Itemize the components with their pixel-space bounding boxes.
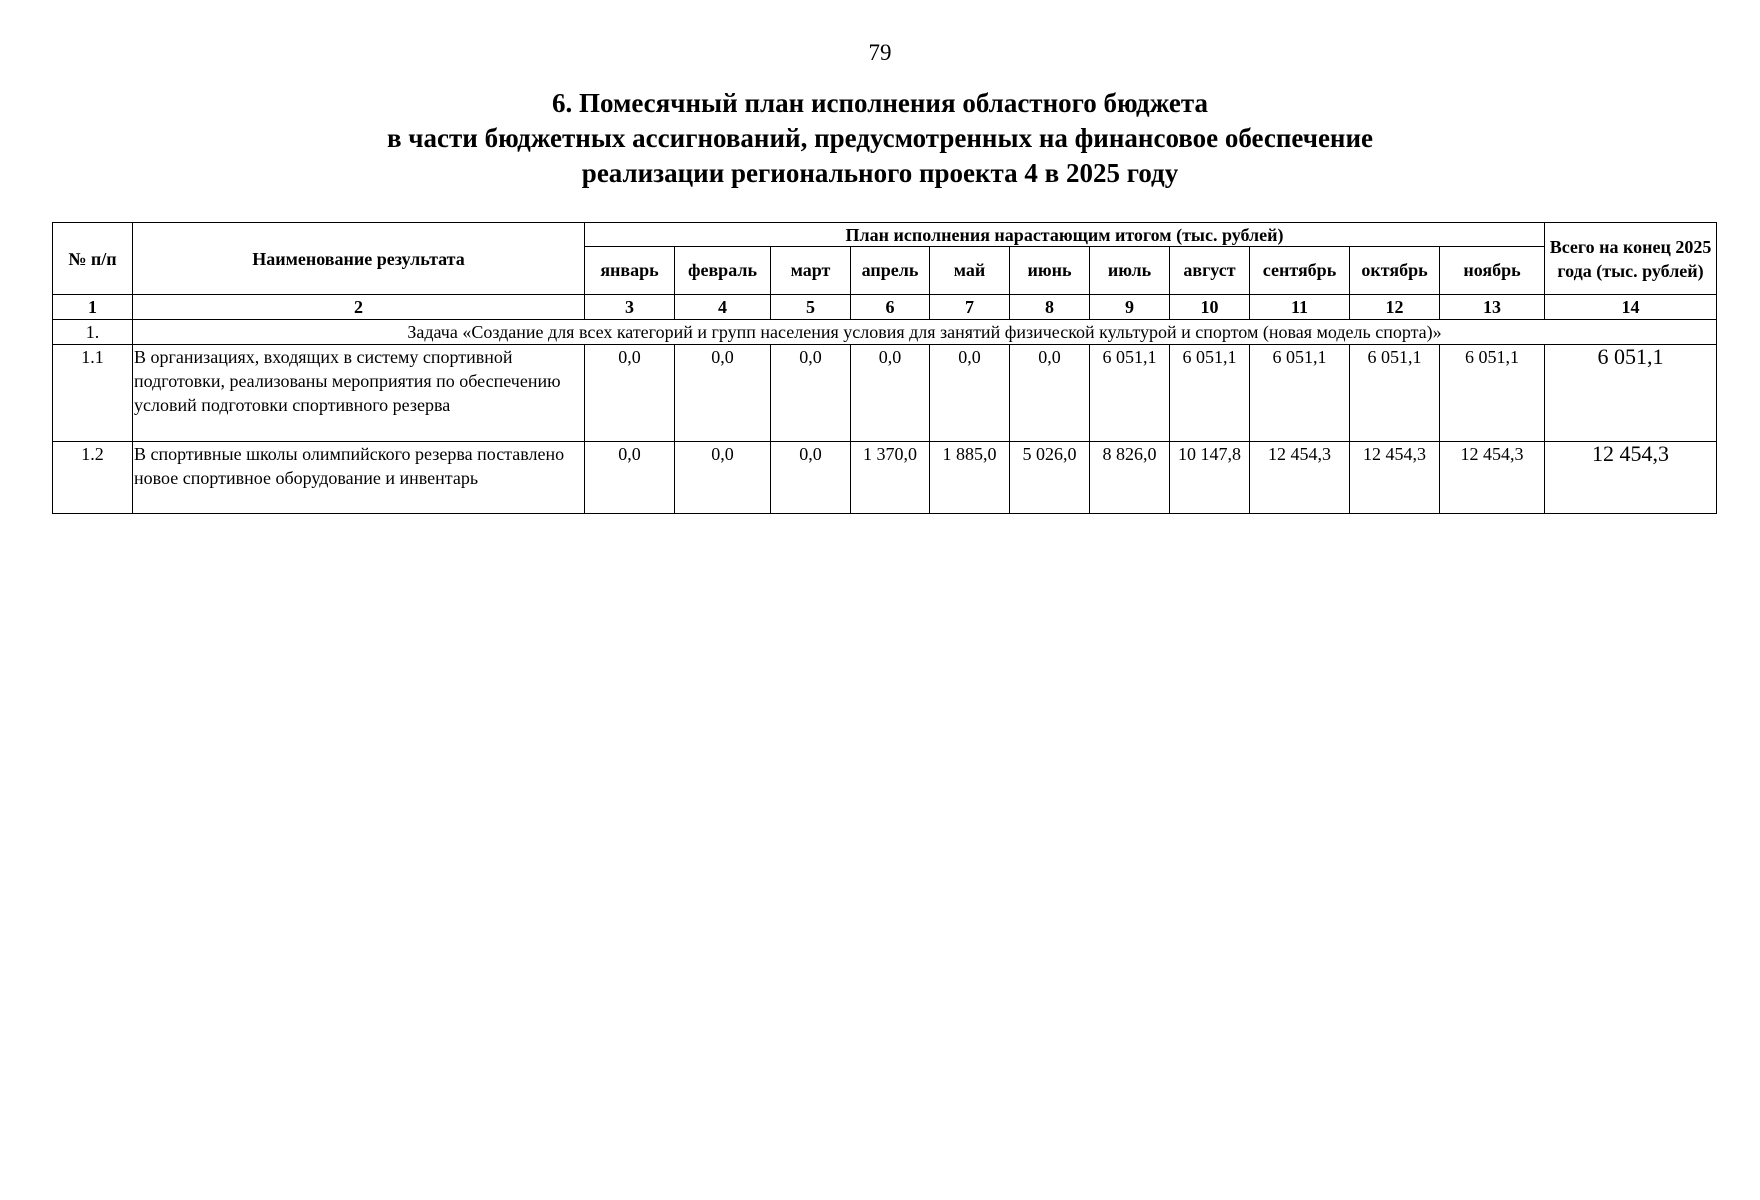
- column-number: 11: [1250, 295, 1350, 320]
- row-value: 0,0: [585, 345, 675, 442]
- row-value: 5 026,0: [1010, 442, 1090, 514]
- row-value: 6 051,1: [1250, 345, 1350, 442]
- column-number: 5: [771, 295, 851, 320]
- column-number: 12: [1350, 295, 1440, 320]
- row-value: 0,0: [771, 345, 851, 442]
- column-number: 14: [1545, 295, 1717, 320]
- header-month: февраль: [675, 247, 771, 295]
- row-value: 0,0: [1010, 345, 1090, 442]
- title-line-3: реализации регионального проекта 4 в 2025 году: [581, 158, 1179, 188]
- row-value: 8 826,0: [1090, 442, 1170, 514]
- row-total: 12 454,3: [1545, 442, 1717, 514]
- task-text: Задача «Создание для всех категорий и групп населения условия для занятий физической культурой и спортом (новая модель спорта)»: [133, 320, 1717, 345]
- budget-plan-table: [52, 222, 1717, 514]
- task-number: 1.: [53, 320, 133, 345]
- header-name: Наименование результата: [133, 223, 585, 295]
- column-number: 13: [1440, 295, 1545, 320]
- row-value: 0,0: [771, 442, 851, 514]
- column-number: 6: [851, 295, 930, 320]
- row-value: 0,0: [930, 345, 1010, 442]
- row-value: 1 370,0: [851, 442, 930, 514]
- row-value: 10 147,8: [1170, 442, 1250, 514]
- table-row: [53, 345, 1717, 442]
- header-month: январь: [585, 247, 675, 295]
- column-number: 2: [133, 295, 585, 320]
- row-name: В организациях, входящих в систему спортивной подготовки, реализованы мероприятия по обеспечению условий подготовки спортивного резерва: [133, 345, 585, 442]
- title-line-2: в части бюджетных ассигнований, предусмотренных на финансовое обеспечение: [386, 123, 1374, 153]
- row-value: 0,0: [675, 345, 771, 442]
- table-row: [53, 442, 1717, 514]
- column-number: 3: [585, 295, 675, 320]
- row-id: 1.2: [53, 442, 133, 514]
- column-number: 4: [675, 295, 771, 320]
- row-value: 6 051,1: [1170, 345, 1250, 442]
- row-value: 0,0: [675, 442, 771, 514]
- title-line-1: 6. Помесячный план исполнения областного бюджета: [551, 88, 1209, 118]
- column-number: 9: [1090, 295, 1170, 320]
- header-month: июнь: [1010, 247, 1090, 295]
- header-month: октябрь: [1350, 247, 1440, 295]
- header-plan-group: План исполнения нарастающим итогом (тыс. рублей): [585, 223, 1545, 247]
- row-value: 6 051,1: [1350, 345, 1440, 442]
- header-num: № п/п: [53, 223, 133, 295]
- column-number: 10: [1170, 295, 1250, 320]
- row-value: 12 454,3: [1440, 442, 1545, 514]
- column-number-row: [53, 295, 1717, 320]
- row-value: 1 885,0: [930, 442, 1010, 514]
- header-month: апрель: [851, 247, 930, 295]
- column-number: 1: [53, 295, 133, 320]
- row-value: 12 454,3: [1250, 442, 1350, 514]
- header-month: май: [930, 247, 1010, 295]
- row-name: В спортивные школы олимпийского резерва поставлено новое спортивное оборудование и инвентарь: [133, 442, 585, 514]
- column-number: 7: [930, 295, 1010, 320]
- page-title: [0, 86, 1760, 191]
- header-total: Всего на конец 2025 года (тыс. рублей): [1545, 223, 1717, 295]
- header-month: июль: [1090, 247, 1170, 295]
- header-month: сентябрь: [1250, 247, 1350, 295]
- header-month: ноябрь: [1440, 247, 1545, 295]
- row-value: 6 051,1: [1090, 345, 1170, 442]
- row-id: 1.1: [53, 345, 133, 442]
- header-month: март: [771, 247, 851, 295]
- row-total: 6 051,1: [1545, 345, 1717, 442]
- row-value: 0,0: [851, 345, 930, 442]
- header-row-group: [53, 223, 1717, 247]
- row-value: 6 051,1: [1440, 345, 1545, 442]
- row-value: 0,0: [585, 442, 675, 514]
- column-number: 8: [1010, 295, 1090, 320]
- row-value: 12 454,3: [1350, 442, 1440, 514]
- header-month: август: [1170, 247, 1250, 295]
- task-row: [53, 320, 1717, 345]
- page-number: 79: [868, 40, 892, 65]
